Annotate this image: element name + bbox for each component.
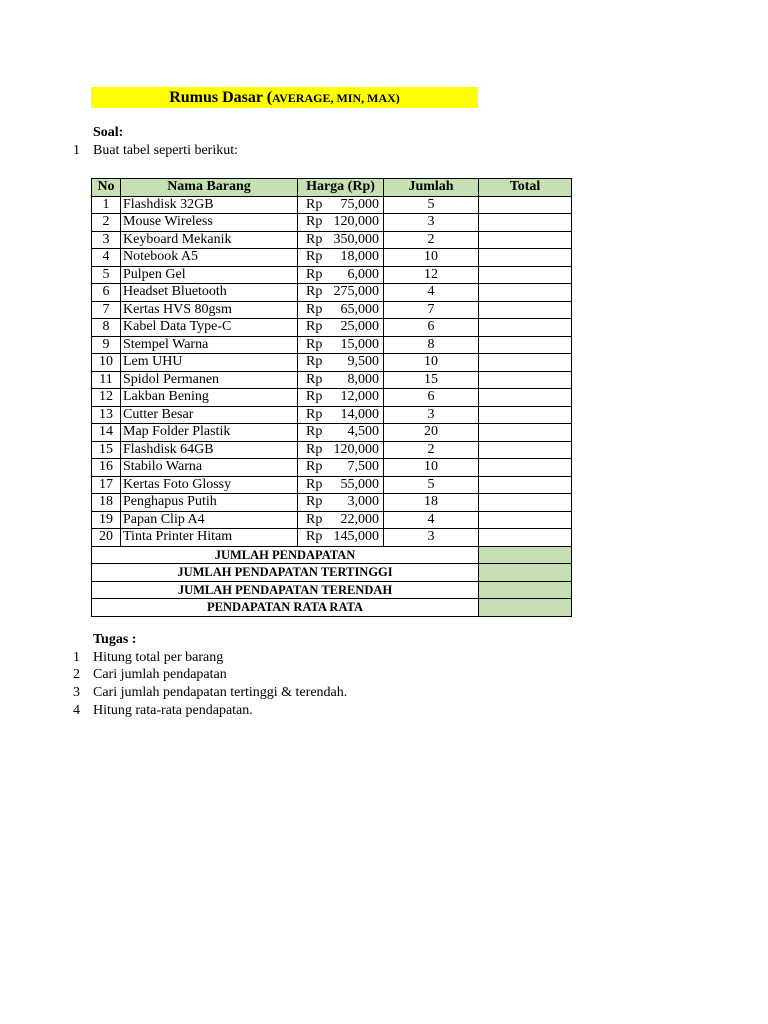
summary-row <box>92 581 572 599</box>
price-amount: 12,000 <box>340 389 379 404</box>
cell-price[interactable] <box>298 214 384 232</box>
currency-label: Rp <box>306 511 323 527</box>
cell-no[interactable]: 12 <box>92 389 121 407</box>
currency-label: Rp <box>306 459 323 474</box>
cell-name[interactable]: Stabilo Warna <box>121 459 298 477</box>
cell-total[interactable] <box>479 389 572 407</box>
cell-total[interactable] <box>479 424 572 442</box>
cell-name[interactable]: Mouse Wireless <box>121 214 298 232</box>
cell-name[interactable]: Kertas Foto Glossy <box>121 476 298 494</box>
cell-total[interactable] <box>479 494 572 512</box>
price-amount: 18,000 <box>340 249 379 264</box>
cell-total[interactable] <box>479 511 572 529</box>
table-row <box>92 231 572 249</box>
price-amount: 120,000 <box>333 441 379 457</box>
cell-qty[interactable]: 18 <box>384 494 479 512</box>
cell-no[interactable]: 1 <box>92 196 121 214</box>
cell-no[interactable]: 14 <box>92 424 121 442</box>
currency-label: Rp <box>306 214 323 229</box>
price-amount: 350,000 <box>333 231 379 247</box>
soal-heading: Soal: <box>93 125 124 140</box>
cell-no[interactable]: 5 <box>92 266 121 284</box>
cell-no[interactable]: 8 <box>92 319 121 337</box>
table-row <box>92 511 572 529</box>
cell-name[interactable]: Papan Clip A4 <box>121 511 298 529</box>
sheet-title <box>91 87 478 108</box>
cell-qty[interactable]: 3 <box>384 406 479 424</box>
cell-no[interactable]: 7 <box>92 301 121 319</box>
summary-label: JUMLAH PENDAPATAN TERENDAH <box>92 581 479 599</box>
cell-name[interactable]: Flashdisk 64GB <box>121 441 298 459</box>
cell-price[interactable] <box>298 301 384 319</box>
cell-price[interactable] <box>298 389 384 407</box>
cell-no[interactable]: 15 <box>92 441 121 459</box>
tugas-text: Cari jumlah pendapatan tertinggi & terendah. <box>93 685 348 700</box>
cell-qty[interactable]: 10 <box>384 354 479 372</box>
tugas-number: 2 <box>73 667 80 682</box>
table-header-row <box>92 179 572 197</box>
title-sub-text: AVERAGE, MIN, MAX) <box>272 91 400 105</box>
currency-label: Rp <box>306 494 323 509</box>
price-amount: 9,500 <box>347 354 379 369</box>
cell-name[interactable]: Notebook A5 <box>121 249 298 267</box>
price-amount: 15,000 <box>340 336 379 352</box>
summary-label: JUMLAH PENDAPATAN <box>92 546 479 564</box>
currency-label: Rp <box>306 319 323 334</box>
cell-no[interactable]: 20 <box>92 529 121 547</box>
cell-no[interactable]: 3 <box>92 231 121 249</box>
cell-total[interactable] <box>479 476 572 494</box>
cell-qty[interactable]: 5 <box>384 196 479 214</box>
cell-total[interactable] <box>479 336 572 354</box>
price-amount: 275,000 <box>333 284 379 299</box>
cell-no[interactable]: 16 <box>92 459 121 477</box>
table-row <box>92 459 572 477</box>
table-row <box>92 249 572 267</box>
currency-label: Rp <box>306 476 323 492</box>
cell-qty[interactable]: 2 <box>384 231 479 249</box>
price-amount: 8,000 <box>347 371 379 387</box>
cell-qty[interactable]: 10 <box>384 459 479 477</box>
cell-qty[interactable]: 15 <box>384 371 479 389</box>
cell-price[interactable] <box>298 529 384 547</box>
cell-no[interactable]: 4 <box>92 249 121 267</box>
summary-value-cell[interactable] <box>479 546 572 564</box>
table-row <box>92 284 572 302</box>
cell-total[interactable] <box>479 284 572 302</box>
cell-price[interactable] <box>298 371 384 389</box>
cell-qty[interactable]: 12 <box>384 266 479 284</box>
summary-row <box>92 546 572 564</box>
cell-price[interactable] <box>298 424 384 442</box>
cell-name[interactable]: Spidol Permanen <box>121 371 298 389</box>
tugas-heading: Tugas : <box>93 632 137 647</box>
cell-no[interactable]: 11 <box>92 371 121 389</box>
title-main-text: Rumus Dasar ( <box>169 89 273 106</box>
table-row <box>92 266 572 284</box>
cell-name[interactable]: Kertas HVS 80gsm <box>121 301 298 319</box>
cell-price[interactable] <box>298 284 384 302</box>
price-amount: 65,000 <box>340 301 379 317</box>
cell-qty[interactable]: 10 <box>384 249 479 267</box>
summary-label: JUMLAH PENDAPATAN TERTINGGI <box>92 564 479 582</box>
tugas-text: Hitung rata-rata pendapatan. <box>93 703 253 718</box>
price-amount: 3,000 <box>347 494 379 509</box>
soal-number: 1 <box>73 143 80 158</box>
header-price: Harga (Rp) <box>298 179 384 197</box>
currency-label: Rp <box>306 301 323 317</box>
cell-price[interactable] <box>298 249 384 267</box>
price-amount: 6,000 <box>347 266 379 282</box>
tugas-number: 4 <box>73 703 80 718</box>
currency-label: Rp <box>306 441 323 457</box>
table-row <box>92 406 572 424</box>
cell-no[interactable]: 6 <box>92 284 121 302</box>
cell-no[interactable]: 18 <box>92 494 121 512</box>
cell-name[interactable]: Pulpen Gel <box>121 266 298 284</box>
table-row <box>92 529 572 547</box>
table-row <box>92 476 572 494</box>
price-amount: 75,000 <box>340 196 379 212</box>
cell-no[interactable]: 9 <box>92 336 121 354</box>
currency-label: Rp <box>306 336 323 352</box>
cell-total[interactable] <box>479 354 572 372</box>
price-amount: 4,500 <box>347 424 379 439</box>
cell-no[interactable]: 13 <box>92 406 121 424</box>
cell-no[interactable]: 2 <box>92 214 121 232</box>
cell-price[interactable] <box>298 231 384 249</box>
table-row <box>92 371 572 389</box>
price-amount: 145,000 <box>333 529 379 544</box>
cell-qty[interactable]: 6 <box>384 389 479 407</box>
currency-label: Rp <box>306 529 323 544</box>
cell-no[interactable]: 10 <box>92 354 121 372</box>
cell-price[interactable] <box>298 494 384 512</box>
cell-qty[interactable]: 8 <box>384 336 479 354</box>
currency-label: Rp <box>306 424 323 439</box>
cell-name[interactable]: Kabel Data Type-C <box>121 319 298 337</box>
header-no: No <box>92 179 121 197</box>
cell-total[interactable] <box>479 231 572 249</box>
tugas-text: Hitung total per barang <box>93 650 224 665</box>
table-row <box>92 336 572 354</box>
cell-price[interactable] <box>298 319 384 337</box>
cell-price[interactable] <box>298 459 384 477</box>
summary-row <box>92 599 572 617</box>
table-row <box>92 196 572 214</box>
price-amount: 120,000 <box>333 214 379 229</box>
product-table <box>91 178 572 617</box>
cell-qty[interactable]: 20 <box>384 424 479 442</box>
header-qty: Jumlah <box>384 179 479 197</box>
cell-total[interactable] <box>479 371 572 389</box>
price-amount: 25,000 <box>340 319 379 334</box>
table-row <box>92 319 572 337</box>
cell-no[interactable]: 17 <box>92 476 121 494</box>
price-amount: 55,000 <box>340 476 379 492</box>
cell-price[interactable] <box>298 476 384 494</box>
currency-label: Rp <box>306 266 323 282</box>
tugas-text: Cari jumlah pendapatan <box>93 667 227 682</box>
cell-name[interactable]: Flashdisk 32GB <box>121 196 298 214</box>
currency-label: Rp <box>306 389 323 404</box>
price-amount: 22,000 <box>340 511 379 527</box>
price-amount: 14,000 <box>340 406 379 422</box>
cell-price[interactable] <box>298 511 384 529</box>
cell-total[interactable] <box>479 196 572 214</box>
table-row <box>92 441 572 459</box>
cell-qty[interactable]: 4 <box>384 284 479 302</box>
table-row <box>92 301 572 319</box>
tugas-number: 3 <box>73 685 80 700</box>
cell-total[interactable] <box>479 301 572 319</box>
table-row <box>92 354 572 372</box>
cell-name[interactable]: Keyboard Mekanik <box>121 231 298 249</box>
cell-name[interactable]: Tinta Printer Hitam <box>121 529 298 547</box>
cell-price[interactable] <box>298 441 384 459</box>
currency-label: Rp <box>306 406 323 422</box>
cell-name[interactable]: Lakban Bening <box>121 389 298 407</box>
cell-price[interactable] <box>298 354 384 372</box>
summary-row <box>92 564 572 582</box>
cell-total[interactable] <box>479 214 572 232</box>
currency-label: Rp <box>306 196 323 212</box>
cell-name[interactable]: Cutter Besar <box>121 406 298 424</box>
cell-price[interactable] <box>298 266 384 284</box>
cell-total[interactable] <box>479 529 572 547</box>
cell-qty[interactable]: 3 <box>384 529 479 547</box>
currency-label: Rp <box>306 249 323 264</box>
cell-total[interactable] <box>479 406 572 424</box>
cell-qty[interactable]: 5 <box>384 476 479 494</box>
summary-label: PENDAPATAN RATA RATA <box>92 599 479 617</box>
cell-total[interactable] <box>479 249 572 267</box>
table-row <box>92 389 572 407</box>
tugas-number: 1 <box>73 650 80 665</box>
cell-qty[interactable]: 2 <box>384 441 479 459</box>
cell-name[interactable]: Headset Bluetooth <box>121 284 298 302</box>
header-total: Total <box>479 179 572 197</box>
cell-name[interactable]: Map Folder Plastik <box>121 424 298 442</box>
soal-text: Buat tabel seperti berikut: <box>93 143 239 158</box>
cell-total[interactable] <box>479 441 572 459</box>
table-row <box>92 424 572 442</box>
cell-qty[interactable]: 4 <box>384 511 479 529</box>
cell-name[interactable]: Stempel Warna <box>121 336 298 354</box>
cell-total[interactable] <box>479 319 572 337</box>
currency-label: Rp <box>306 231 323 247</box>
cell-qty[interactable]: 3 <box>384 214 479 232</box>
cell-name[interactable]: Penghapus Putih <box>121 494 298 512</box>
header-name: Nama Barang <box>121 179 298 197</box>
summary-value-cell[interactable] <box>479 599 572 617</box>
cell-price[interactable] <box>298 196 384 214</box>
cell-qty[interactable]: 7 <box>384 301 479 319</box>
currency-label: Rp <box>306 371 323 387</box>
cell-no[interactable]: 19 <box>92 511 121 529</box>
cell-price[interactable] <box>298 406 384 424</box>
cell-name[interactable]: Lem UHU <box>121 354 298 372</box>
summary-value-cell[interactable] <box>479 564 572 582</box>
currency-label: Rp <box>306 284 323 299</box>
cell-total[interactable] <box>479 266 572 284</box>
summary-value-cell[interactable] <box>479 581 572 599</box>
cell-qty[interactable]: 6 <box>384 319 479 337</box>
cell-total[interactable] <box>479 459 572 477</box>
table-row <box>92 494 572 512</box>
cell-price[interactable] <box>298 336 384 354</box>
price-amount: 7,500 <box>347 459 379 474</box>
currency-label: Rp <box>306 354 323 369</box>
table-row <box>92 214 572 232</box>
